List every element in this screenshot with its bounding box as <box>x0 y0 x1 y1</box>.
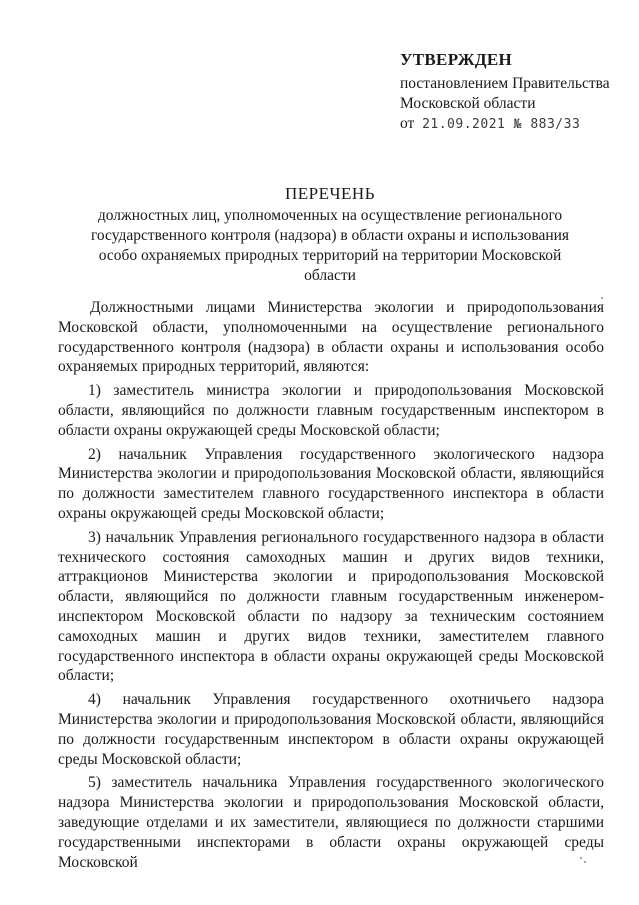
document-subtitle: должностных лиц, уполномоченных на осуществление регионального государственного контроля (надзора) в области охраны и использования особо охраняемых природных территорий на территории Московской области <box>90 207 570 284</box>
document-body <box>58 298 604 876</box>
scan-speck <box>584 861 586 863</box>
list-item: 5) заместитель начальника Управления государственного экологического надзора Министерства экологии и природопользования Московской области, заведующие отделами и их заместители, являющиеся по должности старшими государственными инспекторами в области охраны окружающей среды Московской <box>58 774 604 871</box>
scan-speck <box>601 297 603 299</box>
scan-speck <box>580 857 582 859</box>
intro-paragraph: Должностными лицами Министерства экологии и природопользования Московской области, уполномоченными на осуществление регионального государственного контроля (надзора) в области охраны и использования особо охраняемых природных территорий, являются: <box>58 299 604 376</box>
approval-title: УТВЕРЖДЕН <box>400 50 513 69</box>
approval-block <box>400 50 630 135</box>
approval-line-region: Московской области <box>400 95 536 112</box>
list-item: 1) заместитель министра экологии и природопользования Московской области, являющийся по должности главным государственным инспектором в области охраны окружающей среды Московской области; <box>58 382 604 439</box>
list-item: 4) начальник Управления государственного охотничьего надзора Министерства экологии и природопользования Московской области, являющийся по должности государственным инспектором в области охраны окружающей среды Московской области; <box>58 691 604 768</box>
approval-line-resolution: постановлением Правительства <box>400 75 610 92</box>
document-heading <box>80 184 580 286</box>
approval-date-prefix: от <box>400 115 415 132</box>
list-item: 3) начальник Управления регионального государственного надзора в области технического состояния самоходных машин и других видов техники, аттракционов Министерства экологии и природопользования Московской области, являющийся по должности главным государственным инженером-инспектором Московской области по надзору за техническим состоянием самоходных машин и других видов техники, заместителем главного государственного инспектора в области охраны окружающей среды Московской области; <box>58 528 604 685</box>
document-title: ПЕРЕЧЕНЬ <box>285 184 375 203</box>
approval-line-date <box>400 114 630 135</box>
list-item: 2) начальник Управления государственного экологического надзора Министерства экологии и природопользования Московской области, являющийся по должности заместителем главного государственного инспектора в области охраны окружающей среды Московской области; <box>58 445 604 522</box>
approval-date-number: 21.09.2021 № 883/33 <box>422 117 581 132</box>
